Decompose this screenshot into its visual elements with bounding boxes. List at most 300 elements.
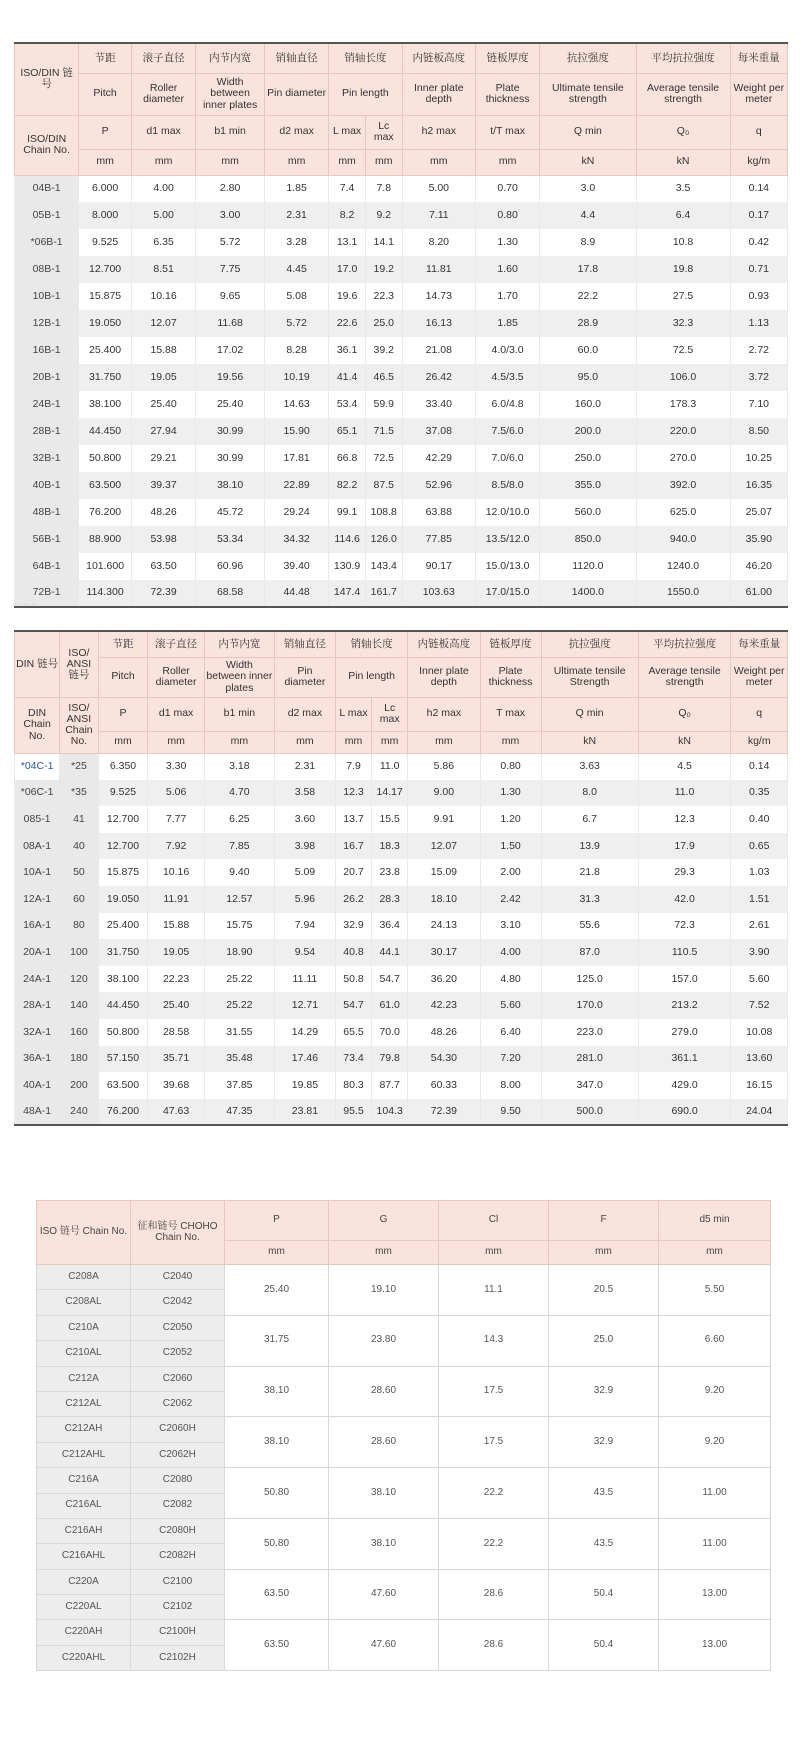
value-cell: 6.4 (636, 202, 730, 229)
value-cell: 1.03 (731, 859, 788, 886)
ansi-chain-cell: 140 (60, 992, 98, 1019)
value-cell: 6.60 (659, 1315, 771, 1366)
header-symbol: d2 max (265, 115, 329, 149)
value-cell: 44.48 (265, 580, 329, 607)
value-cell: 26.2 (335, 886, 371, 913)
iso-din-b-series-table (14, 42, 788, 608)
chain-no-cell: 24B-1 (15, 391, 79, 418)
value-cell: 125.0 (541, 966, 638, 993)
value-cell: 65.1 (329, 418, 366, 445)
value-cell: 213.2 (638, 992, 731, 1019)
value-cell: 19.56 (196, 364, 265, 391)
header-unit: mm (329, 149, 366, 175)
table-row (15, 992, 788, 1019)
value-cell: 110.5 (638, 939, 731, 966)
din-chain-cell: 36A-1 (15, 1046, 60, 1073)
value-cell: 54.30 (408, 1046, 480, 1073)
value-cell: 270.0 (636, 445, 730, 472)
choho-chain-cell: C2100 (131, 1569, 225, 1594)
value-cell: 0.93 (730, 283, 787, 310)
value-cell: 41.4 (329, 364, 366, 391)
header-symbol: L max (335, 697, 371, 731)
table-row (15, 966, 788, 993)
header-col: P (225, 1201, 329, 1241)
header-unit: mm (480, 731, 541, 753)
value-cell: 25.40 (148, 992, 205, 1019)
value-cell: 8.0 (541, 780, 638, 807)
value-cell: 43.5 (549, 1518, 659, 1569)
value-cell: 16.7 (335, 833, 371, 860)
chain-no-cell: 40B-1 (15, 472, 79, 499)
value-cell: 28.58 (148, 1019, 205, 1046)
value-cell: 1.20 (480, 806, 541, 833)
value-cell: 6.25 (204, 806, 274, 833)
ansi-chain-cell: 180 (60, 1046, 98, 1073)
value-cell: 10.19 (265, 364, 329, 391)
value-cell: 38.10 (329, 1518, 439, 1569)
header-unit: kN (541, 731, 638, 753)
header-symbol: t/T max (475, 115, 539, 149)
header-en: Average tensile strength (638, 657, 731, 697)
header-symbol: Q₀ (638, 697, 731, 731)
value-cell: 10.16 (131, 283, 195, 310)
value-cell: 21.08 (402, 337, 475, 364)
iso-chain-header: ISO 链号 Chain No. (37, 1201, 131, 1265)
value-cell: 223.0 (541, 1019, 638, 1046)
value-cell: 31.55 (204, 1019, 274, 1046)
value-cell: 19.050 (79, 310, 132, 337)
value-cell: 5.06 (148, 780, 205, 807)
value-cell: 79.8 (372, 1046, 408, 1073)
value-cell: 32.3 (636, 310, 730, 337)
value-cell: 59.9 (365, 391, 402, 418)
choho-chain-cell: C2042 (131, 1290, 225, 1315)
value-cell: 47.60 (329, 1569, 439, 1620)
value-cell: 178.3 (636, 391, 730, 418)
value-cell: 5.86 (408, 753, 480, 780)
table-row (15, 283, 788, 310)
ansi-chain-cell: 41 (60, 806, 98, 833)
value-cell: 95.0 (540, 364, 636, 391)
value-cell: 126.0 (365, 526, 402, 553)
value-cell: 22.2 (540, 283, 636, 310)
value-cell: 8.5/8.0 (475, 472, 539, 499)
value-cell: 11.0 (372, 753, 408, 780)
header-en: Inner plate depth (402, 73, 475, 115)
value-cell: 625.0 (636, 499, 730, 526)
value-cell: 1.85 (475, 310, 539, 337)
ansi-chain-cell: 40 (60, 833, 98, 860)
value-cell: 8.000 (79, 202, 132, 229)
header-unit: mm (196, 149, 265, 175)
value-cell: 60.96 (196, 553, 265, 580)
value-cell: 24.04 (731, 1099, 788, 1126)
value-cell: 281.0 (541, 1046, 638, 1073)
value-cell: 17.0 (329, 256, 366, 283)
value-cell: 0.71 (730, 256, 787, 283)
value-cell: 147.4 (329, 580, 366, 607)
value-cell: 88.900 (79, 526, 132, 553)
value-cell: 72.5 (365, 445, 402, 472)
value-cell: 13.5/12.0 (475, 526, 539, 553)
value-cell: 40.8 (335, 939, 371, 966)
value-cell: 20.7 (335, 859, 371, 886)
header-unit: mm (98, 731, 148, 753)
value-cell: 25.22 (204, 966, 274, 993)
value-cell: 44.1 (372, 939, 408, 966)
din-chain-cell: 16A-1 (15, 913, 60, 940)
header-en: Width between inner plates (196, 73, 265, 115)
header-symbol: T max (480, 697, 541, 731)
value-cell: 42.0 (638, 886, 731, 913)
value-cell: 3.18 (204, 753, 274, 780)
value-cell: 38.10 (329, 1468, 439, 1519)
header-cn: 销轴直径 (265, 43, 329, 73)
value-cell: 3.58 (274, 780, 335, 807)
iso-chain-cell: C220AL (37, 1595, 131, 1620)
value-cell: 27.94 (131, 418, 195, 445)
value-cell: 35.71 (148, 1046, 205, 1073)
value-cell: 19.2 (365, 256, 402, 283)
table-row (15, 1046, 788, 1073)
chain-no-cell: 08B-1 (15, 256, 79, 283)
header-unit: mm (148, 731, 205, 753)
value-cell: 12.700 (98, 806, 148, 833)
value-cell: 22.2 (439, 1468, 549, 1519)
table-row (37, 1620, 771, 1645)
header-symbol: b1 min (196, 115, 265, 149)
ansi-chain-cell: 50 (60, 859, 98, 886)
value-cell: 3.98 (274, 833, 335, 860)
value-cell: 500.0 (541, 1099, 638, 1126)
header-en: Pin length (335, 657, 407, 697)
ansi-chain-symbol-header: ISO/ ANSI Chain No. (60, 697, 98, 753)
value-cell: 14.29 (274, 1019, 335, 1046)
value-cell: 23.81 (274, 1099, 335, 1126)
value-cell: 50.800 (79, 445, 132, 472)
value-cell: 4.4 (540, 202, 636, 229)
table-row (15, 391, 788, 418)
value-cell: 28.6 (439, 1569, 549, 1620)
value-cell: 17.5 (439, 1366, 549, 1417)
value-cell: 2.61 (731, 913, 788, 940)
header-symbol: Lc max (365, 115, 402, 149)
value-cell: 1.30 (480, 780, 541, 807)
value-cell: 5.50 (659, 1265, 771, 1316)
value-cell: 10.08 (731, 1019, 788, 1046)
value-cell: 38.10 (196, 472, 265, 499)
value-cell: 38.100 (79, 391, 132, 418)
ansi-chain-cell: 160 (60, 1019, 98, 1046)
value-cell: 0.70 (475, 175, 539, 202)
value-cell: 1.13 (730, 310, 787, 337)
value-cell: 50.8 (335, 966, 371, 993)
value-cell: 7.20 (480, 1046, 541, 1073)
value-cell: 11.0 (638, 780, 731, 807)
table-row (15, 418, 788, 445)
din-chain-cell: 40A-1 (15, 1072, 60, 1099)
value-cell: 72.39 (131, 580, 195, 607)
iso-chain-cell: C208A (37, 1265, 131, 1290)
value-cell: 7.77 (148, 806, 205, 833)
value-cell: 3.72 (730, 364, 787, 391)
choho-chain-cell: C2060 (131, 1366, 225, 1391)
header-cn: 销轴长度 (329, 43, 402, 73)
header-unit: mm (402, 149, 475, 175)
header-col: d5 min (659, 1201, 771, 1241)
value-cell: 22.89 (265, 472, 329, 499)
choho-chain-cell: C2080 (131, 1468, 225, 1493)
value-cell: 14.3 (439, 1315, 549, 1366)
value-cell: 16.13 (402, 310, 475, 337)
value-cell: 22.2 (439, 1518, 549, 1569)
table-row (15, 859, 788, 886)
header-symbol: q (730, 115, 787, 149)
value-cell: 19.05 (131, 364, 195, 391)
value-cell: 6.350 (98, 753, 148, 780)
value-cell: 1400.0 (540, 580, 636, 607)
value-cell: 3.5 (636, 175, 730, 202)
table-row (15, 337, 788, 364)
din-chain-cell: 08A-1 (15, 833, 60, 860)
table-header (37, 1201, 771, 1265)
value-cell: 34.32 (265, 526, 329, 553)
choho-chain-cell: C2102H (131, 1645, 225, 1670)
header-en: Inner plate depth (408, 657, 480, 697)
value-cell: 66.8 (329, 445, 366, 472)
header-cn: 每米重量 (731, 631, 788, 657)
value-cell: 12.71 (274, 992, 335, 1019)
value-cell: 560.0 (540, 499, 636, 526)
value-cell: 25.40 (196, 391, 265, 418)
value-cell: 106.0 (636, 364, 730, 391)
value-cell: 5.60 (480, 992, 541, 1019)
value-cell: 63.50 (225, 1569, 329, 1620)
value-cell: 90.17 (402, 553, 475, 580)
value-cell: 53.4 (329, 391, 366, 418)
header-en: Plate thickness (480, 657, 541, 697)
value-cell: 1.51 (731, 886, 788, 913)
value-cell: 15.5 (372, 806, 408, 833)
header-unit: mm (225, 1241, 329, 1265)
value-cell: 2.00 (480, 859, 541, 886)
table-row (15, 364, 788, 391)
value-cell: 7.8 (365, 175, 402, 202)
header-cn: 链板厚度 (475, 43, 539, 73)
header-unit: mm (204, 731, 274, 753)
value-cell: 5.00 (131, 202, 195, 229)
value-cell: 29.21 (131, 445, 195, 472)
value-cell: 25.22 (204, 992, 274, 1019)
header-symbol: P (98, 697, 148, 731)
stray-text: … …… (12, 600, 39, 607)
header-unit: kg/m (731, 731, 788, 753)
chain-no-cell: 10B-1 (15, 283, 79, 310)
value-cell: 1240.0 (636, 553, 730, 580)
value-cell: 114.6 (329, 526, 366, 553)
value-cell: 63.50 (131, 553, 195, 580)
value-cell: 63.500 (98, 1072, 148, 1099)
value-cell: 2.31 (274, 753, 335, 780)
value-cell: 15.875 (98, 859, 148, 886)
value-cell: 48.26 (408, 1019, 480, 1046)
header-unit: mm (475, 149, 539, 175)
value-cell: 4.5 (638, 753, 731, 780)
header-en: Weight per meter (730, 73, 787, 115)
din-chain-cell: 48A-1 (15, 1099, 60, 1126)
iso-chain-cell: C220AH (37, 1620, 131, 1645)
value-cell: 9.525 (79, 229, 132, 256)
header-en: Pin diameter (265, 73, 329, 115)
iso-chain-cell: C216AL (37, 1493, 131, 1518)
value-cell: 11.91 (148, 886, 205, 913)
header-unit: mm (265, 149, 329, 175)
value-cell: 0.14 (730, 175, 787, 202)
table-body (37, 1265, 771, 1671)
value-cell: 54.7 (335, 992, 371, 1019)
value-cell: 12.3 (638, 806, 731, 833)
value-cell: 95.5 (335, 1099, 371, 1126)
value-cell: 61.00 (730, 580, 787, 607)
value-cell: 87.0 (541, 939, 638, 966)
value-cell: 38.10 (225, 1417, 329, 1468)
chain-no-cell: 28B-1 (15, 418, 79, 445)
value-cell: 5.09 (274, 859, 335, 886)
header-en: Roller diameter (131, 73, 195, 115)
value-cell: 10.16 (148, 859, 205, 886)
value-cell: 17.9 (638, 833, 731, 860)
ansi-chain-cell: *35 (60, 780, 98, 807)
value-cell: 31.75 (225, 1315, 329, 1366)
value-cell: 46.5 (365, 364, 402, 391)
value-cell: 9.2 (365, 202, 402, 229)
header-cn: 滚子直径 (131, 43, 195, 73)
table-row (15, 256, 788, 283)
value-cell: 5.96 (274, 886, 335, 913)
value-cell: 15.90 (265, 418, 329, 445)
header-col: F (549, 1201, 659, 1241)
value-cell: 0.80 (475, 202, 539, 229)
value-cell: 35.48 (204, 1046, 274, 1073)
header-unit: mm (329, 1241, 439, 1265)
value-cell: 72.3 (638, 913, 731, 940)
value-cell: 99.1 (329, 499, 366, 526)
value-cell: 3.30 (148, 753, 205, 780)
value-cell: 8.9 (540, 229, 636, 256)
value-cell: 28.60 (329, 1366, 439, 1417)
choho-chain-cell: C2050 (131, 1315, 225, 1340)
chain-no-cell: 64B-1 (15, 553, 79, 580)
value-cell: 7.5/6.0 (475, 418, 539, 445)
chain-no-cell: 32B-1 (15, 445, 79, 472)
choho-chain-cell: C2080H (131, 1518, 225, 1543)
value-cell: 6.000 (79, 175, 132, 202)
header-en: Pitch (79, 73, 132, 115)
value-cell: 72.5 (636, 337, 730, 364)
value-cell: 2.80 (196, 175, 265, 202)
header-unit: mm (372, 731, 408, 753)
value-cell: 25.400 (98, 913, 148, 940)
value-cell: 52.96 (402, 472, 475, 499)
table-row (37, 1417, 771, 1442)
table-row (15, 833, 788, 860)
chain-no-symbol-header: ISO/DIN Chain No. (15, 115, 79, 175)
value-cell: 50.80 (225, 1518, 329, 1569)
value-cell: 4.80 (480, 966, 541, 993)
header-en: Plate thickness (475, 73, 539, 115)
value-cell: 25.0 (365, 310, 402, 337)
value-cell: 19.10 (329, 1265, 439, 1316)
value-cell: 104.3 (372, 1099, 408, 1126)
value-cell: 0.14 (731, 753, 788, 780)
header-unit: mm (439, 1241, 549, 1265)
value-cell: 0.80 (480, 753, 541, 780)
header-symbol: d1 max (148, 697, 205, 731)
value-cell: 4.00 (131, 175, 195, 202)
header-cn: 内链板高度 (402, 43, 475, 73)
value-cell: 47.35 (204, 1099, 274, 1126)
value-cell: 7.4 (329, 175, 366, 202)
value-cell: 8.50 (730, 418, 787, 445)
value-cell: 87.5 (365, 472, 402, 499)
value-cell: 53.98 (131, 526, 195, 553)
header-cn: 节距 (98, 631, 148, 657)
value-cell: 9.525 (98, 780, 148, 807)
value-cell: 60.33 (408, 1072, 480, 1099)
value-cell: 361.1 (638, 1046, 731, 1073)
table-row (15, 499, 788, 526)
table-row (15, 229, 788, 256)
value-cell: 9.20 (659, 1417, 771, 1468)
value-cell: 76.200 (98, 1099, 148, 1126)
value-cell: 44.450 (79, 418, 132, 445)
value-cell: 4.00 (480, 939, 541, 966)
header-symbol: d2 max (274, 697, 335, 731)
value-cell: 0.17 (730, 202, 787, 229)
table-row (15, 913, 788, 940)
header-unit: kN (540, 149, 636, 175)
chain-no-cell: 56B-1 (15, 526, 79, 553)
value-cell: 13.00 (659, 1569, 771, 1620)
header-symbol: Q min (541, 697, 638, 731)
table-row (15, 1019, 788, 1046)
value-cell: 31.3 (541, 886, 638, 913)
value-cell: 80.3 (335, 1072, 371, 1099)
value-cell: 17.8 (540, 256, 636, 283)
value-cell: 29.24 (265, 499, 329, 526)
table-row (37, 1366, 771, 1391)
table-row (15, 580, 788, 607)
value-cell: 17.5 (439, 1417, 549, 1468)
value-cell: 3.90 (731, 939, 788, 966)
header-en: Ultimate tensile Strength (541, 657, 638, 697)
value-cell: 63.88 (402, 499, 475, 526)
value-cell: 19.8 (636, 256, 730, 283)
table-row (15, 1072, 788, 1099)
value-cell: 108.8 (365, 499, 402, 526)
value-cell: 3.0 (540, 175, 636, 202)
ansi-chain-cell: 240 (60, 1099, 98, 1126)
header-en: Roller diameter (148, 657, 205, 697)
header-unit: mm (549, 1241, 659, 1265)
value-cell: 30.99 (196, 418, 265, 445)
value-cell: 39.2 (365, 337, 402, 364)
value-cell: 16.35 (730, 472, 787, 499)
value-cell: 50.4 (549, 1620, 659, 1671)
value-cell: 32.9 (549, 1366, 659, 1417)
value-cell: 17.46 (274, 1046, 335, 1073)
value-cell: 13.60 (731, 1046, 788, 1073)
